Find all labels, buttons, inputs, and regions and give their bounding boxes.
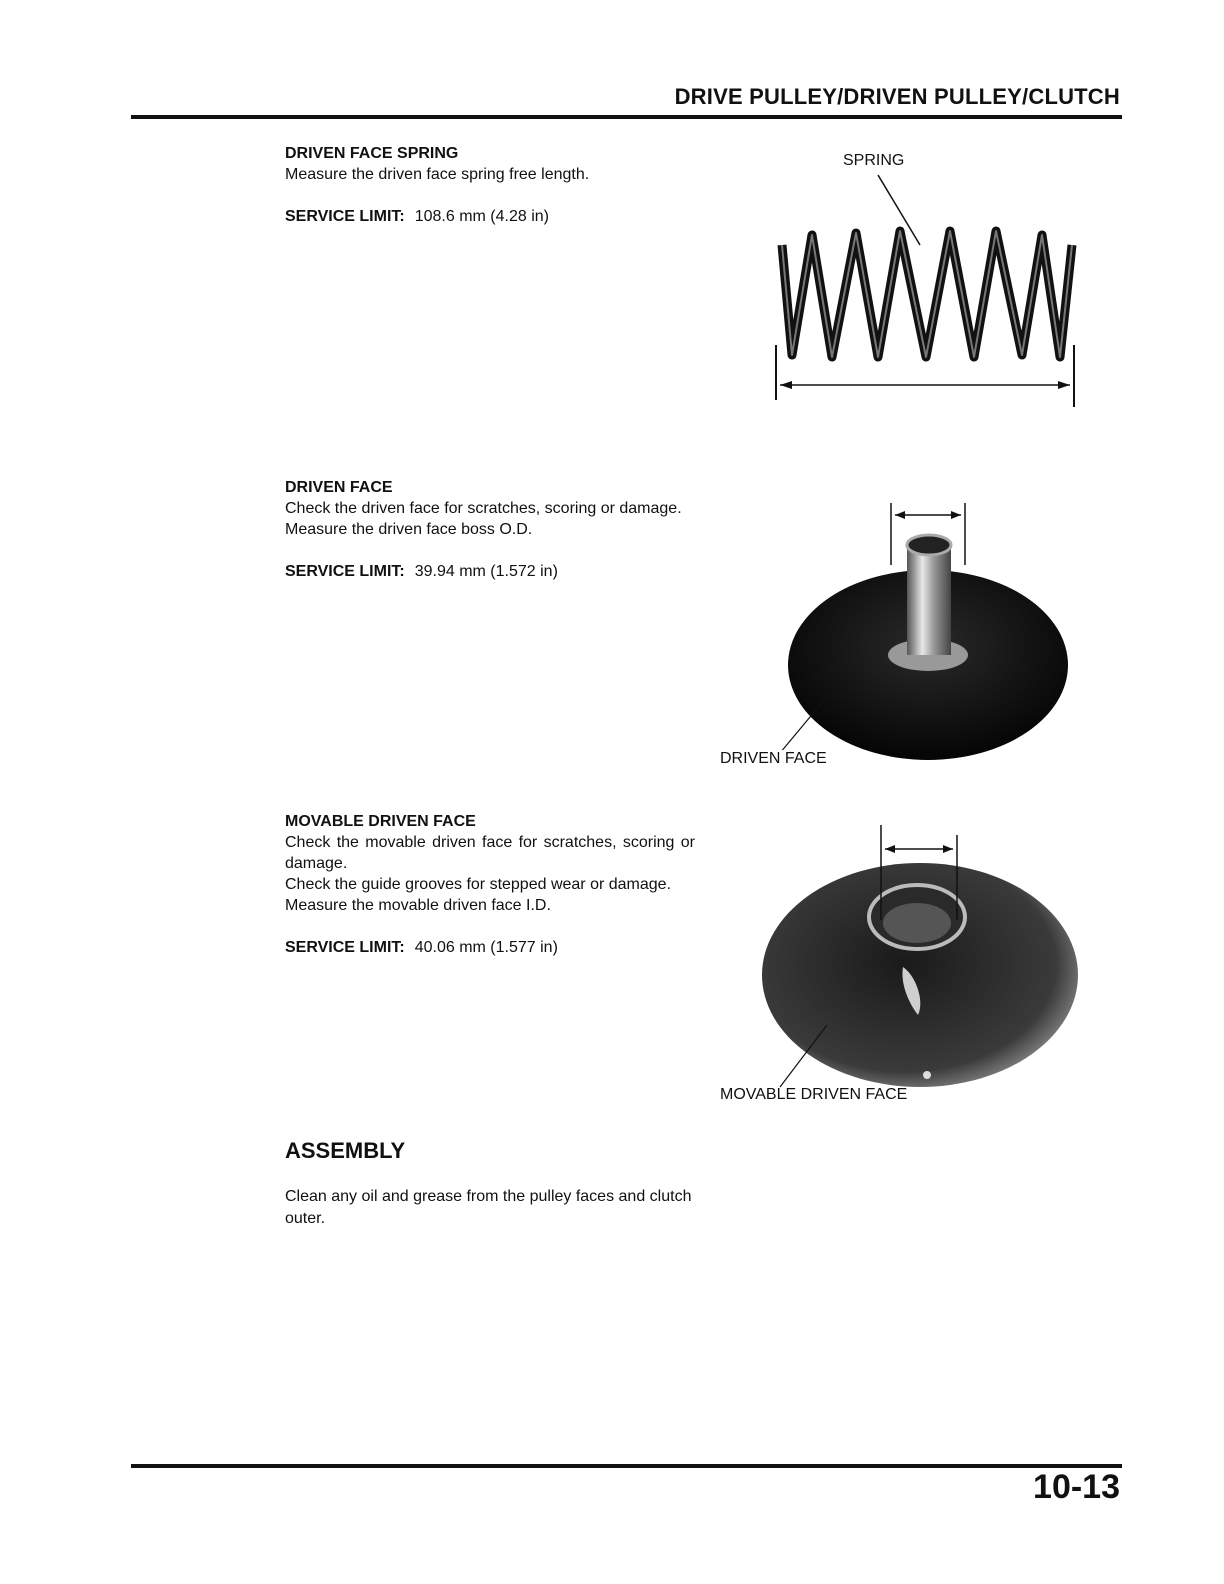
service-limit-value: 40.06 mm (1.577 in): [414, 939, 558, 956]
service-limit-value: 39.94 mm (1.572 in): [414, 563, 558, 580]
instruction-line: Measure the driven face spring free length.: [285, 166, 590, 183]
boss-top: [907, 535, 951, 555]
assembly-text: Clean any oil and grease from the pulley faces and clutch outer.: [285, 1188, 692, 1227]
driven-face-figure: [715, 495, 1085, 775]
service-limit-label: SERVICE LIMIT:: [285, 939, 405, 956]
service-limit: [285, 937, 695, 958]
instruction-line: Check the movable driven face for scratches, scoring or damage.: [285, 834, 695, 872]
dimension-arrow-left: [885, 845, 895, 853]
dimension-arrow-left: [780, 381, 792, 389]
section-heading: MOVABLE DRIVEN FACE: [285, 813, 476, 830]
dimension-arrow-right: [1058, 381, 1070, 389]
section-driven-face-spring: [285, 143, 695, 227]
instruction-line: Check the driven face for scratches, scoring or damage.: [285, 500, 682, 517]
spring-coil: [782, 231, 1072, 357]
boss: [907, 545, 951, 655]
section-heading: DRIVEN FACE: [285, 479, 393, 496]
movable-driven-face-figure: [715, 825, 1090, 1110]
page-header-title: DRIVE PULLEY/DRIVEN PULLEY/CLUTCH: [674, 84, 1120, 109]
header-rule: [131, 115, 1122, 119]
footer-rule: [131, 1464, 1122, 1468]
instruction-line: Measure the movable driven face I.D.: [285, 897, 551, 914]
section-movable-driven-face: [285, 811, 695, 958]
instruction-line: Measure the driven face boss O.D.: [285, 521, 533, 538]
movable-driven-face-label: MOVABLE DRIVEN FACE: [720, 1086, 908, 1103]
service-limit-label: SERVICE LIMIT:: [285, 208, 405, 225]
spring-figure: [760, 145, 1090, 415]
service-limit: [285, 561, 695, 582]
dimension-arrow-right: [943, 845, 953, 853]
section-heading: DRIVEN FACE SPRING: [285, 145, 459, 162]
driven-face-illustration: [715, 495, 1085, 775]
page-number: 10-13: [1033, 1468, 1120, 1506]
bore-inner: [883, 903, 951, 943]
driven-face-label: DRIVEN FACE: [720, 750, 827, 767]
section-driven-face: [285, 477, 695, 582]
hole-marker: [923, 1071, 931, 1079]
spring-label: SPRING: [843, 152, 905, 169]
assembly-heading: ASSEMBLY: [285, 1138, 406, 1163]
service-limit: [285, 206, 695, 227]
dimension-arrow-left: [895, 511, 905, 519]
movable-driven-face-illustration: [715, 825, 1090, 1110]
service-limit-label: SERVICE LIMIT:: [285, 563, 405, 580]
spring-illustration: [760, 145, 1090, 415]
service-limit-value: 108.6 mm (4.28 in): [414, 208, 549, 225]
dimension-arrow-right: [951, 511, 961, 519]
instruction-line: Check the guide grooves for stepped wear or damage.: [285, 876, 672, 893]
